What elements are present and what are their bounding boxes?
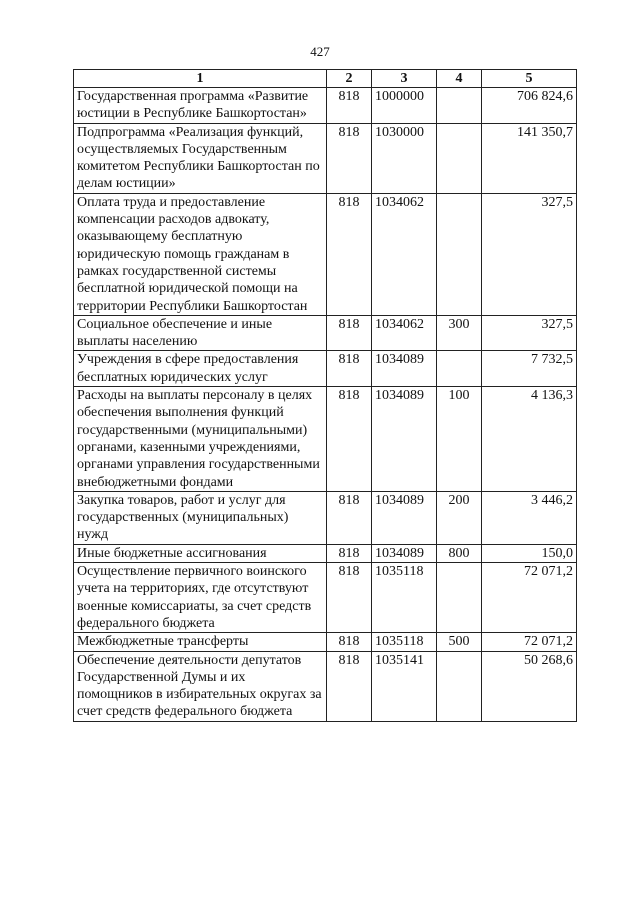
table-body xyxy=(74,88,577,722)
row-name: Подпрограмма «Реализация функций, осуществляемых Государственным комитетом Республики Башкортостан по делам юстиции» xyxy=(74,123,327,193)
row-amount: 3 446,2 xyxy=(482,491,577,544)
row-expense-type: 300 xyxy=(437,315,482,351)
row-ved-code: 818 xyxy=(327,633,372,651)
table-row xyxy=(74,563,577,633)
row-ved-code: 818 xyxy=(327,351,372,387)
row-amount: 72 071,2 xyxy=(482,633,577,651)
row-expense-type xyxy=(437,563,482,633)
row-name: Социальное обеспечение и иные выплаты населению xyxy=(74,315,327,351)
row-expense-type xyxy=(437,651,482,721)
row-name: Государственная программа «Развитие юстиции в Республике Башкортостан» xyxy=(74,88,327,124)
row-target-article: 1034062 xyxy=(372,193,437,315)
row-expense-type: 200 xyxy=(437,491,482,544)
row-ved-code: 818 xyxy=(327,651,372,721)
row-name: Оплата труда и предоставление компенсации расходов адвокату, оказывающему бесплатную юридическую помощь гражданам в рамках государственной системы бесплатной юридической помощи на территории Республики Башкортостан xyxy=(74,193,327,315)
row-ved-code: 818 xyxy=(327,88,372,124)
row-ved-code: 818 xyxy=(327,491,372,544)
row-ved-code: 818 xyxy=(327,544,372,562)
row-name: Межбюджетные трансферты xyxy=(74,633,327,651)
header-col-3: 3 xyxy=(372,70,437,88)
table-row xyxy=(74,315,577,351)
row-target-article: 1034062 xyxy=(372,315,437,351)
row-ved-code: 818 xyxy=(327,387,372,492)
row-expense-type xyxy=(437,123,482,193)
row-amount: 150,0 xyxy=(482,544,577,562)
row-amount: 50 268,6 xyxy=(482,651,577,721)
row-target-article: 1034089 xyxy=(372,387,437,492)
budget-table xyxy=(73,69,577,722)
row-expense-type: 500 xyxy=(437,633,482,651)
row-amount: 327,5 xyxy=(482,193,577,315)
row-expense-type xyxy=(437,193,482,315)
row-target-article: 1035118 xyxy=(372,633,437,651)
table-row xyxy=(74,387,577,492)
page-number: 427 xyxy=(310,44,330,59)
row-amount: 706 824,6 xyxy=(482,88,577,124)
row-target-article: 1035141 xyxy=(372,651,437,721)
row-expense-type: 800 xyxy=(437,544,482,562)
row-name: Обеспечение деятельности депутатов Государственной Думы и их помощников в избирательных округах за счет средств федерального бюджета xyxy=(74,651,327,721)
header-row xyxy=(74,70,577,88)
header-col-4: 4 xyxy=(437,70,482,88)
row-ved-code: 818 xyxy=(327,193,372,315)
table-row xyxy=(74,123,577,193)
row-expense-type: 100 xyxy=(437,387,482,492)
row-target-article: 1000000 xyxy=(372,88,437,124)
row-target-article: 1034089 xyxy=(372,544,437,562)
row-amount: 72 071,2 xyxy=(482,563,577,633)
row-ved-code: 818 xyxy=(327,123,372,193)
table-row xyxy=(74,651,577,721)
header-col-5: 5 xyxy=(482,70,577,88)
table-row xyxy=(74,633,577,651)
row-target-article: 1034089 xyxy=(372,491,437,544)
header-col-2: 2 xyxy=(327,70,372,88)
header-col-1: 1 xyxy=(74,70,327,88)
row-amount: 327,5 xyxy=(482,315,577,351)
row-target-article: 1030000 xyxy=(372,123,437,193)
row-amount: 4 136,3 xyxy=(482,387,577,492)
table-row xyxy=(74,544,577,562)
row-name: Иные бюджетные ассигнования xyxy=(74,544,327,562)
table-row xyxy=(74,88,577,124)
row-ved-code: 818 xyxy=(327,315,372,351)
row-name: Закупка товаров, работ и услуг для государственных (муниципальных) нужд xyxy=(74,491,327,544)
row-name: Осуществление первичного воинского учета на территориях, где отсутствуют военные комиссариаты, за счет средств федерального бюджета xyxy=(74,563,327,633)
row-ved-code: 818 xyxy=(327,563,372,633)
table-row xyxy=(74,491,577,544)
row-amount: 7 732,5 xyxy=(482,351,577,387)
table-header xyxy=(74,70,577,88)
row-target-article: 1035118 xyxy=(372,563,437,633)
row-expense-type xyxy=(437,88,482,124)
row-name: Расходы на выплаты персоналу в целях обеспечения выполнения функций государственными (муниципальными) органами, казенными учреждениями, органами управления государственными внебюджетными фондами xyxy=(74,387,327,492)
row-target-article: 1034089 xyxy=(372,351,437,387)
table-row xyxy=(74,193,577,315)
table-row xyxy=(74,351,577,387)
row-amount: 141 350,7 xyxy=(482,123,577,193)
row-expense-type xyxy=(437,351,482,387)
row-name: Учреждения в сфере предоставления бесплатных юридических услуг xyxy=(74,351,327,387)
